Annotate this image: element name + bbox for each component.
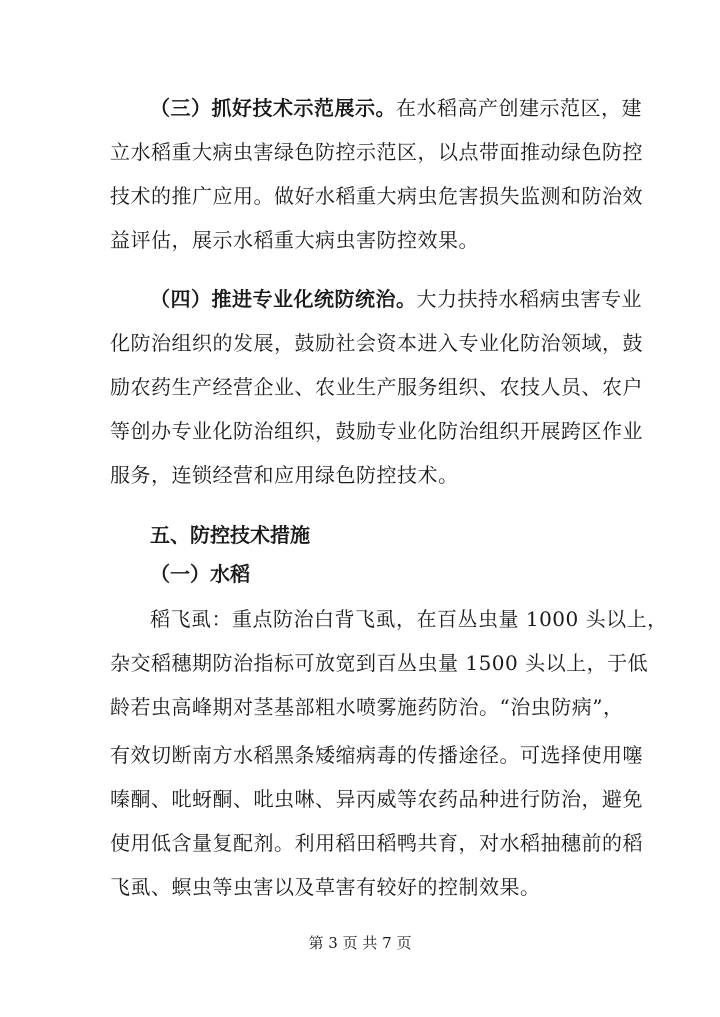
rice-paragraph-line-6: 使用低含量复配剂。利用稻田稻鸭共育，对水稻抽穗前的稻 xyxy=(110,831,643,855)
rice-paragraph-line-5: 嗪酮、吡蚜酮、吡虫啉、异丙威等农药品种进行防治，避免 xyxy=(110,787,643,811)
paragraph-3-heading: （三）抓好技术示范展示。 xyxy=(150,96,396,120)
paragraph-4-line-2: 化防治组织的发展，鼓励社会资本进入专业化防治领域，鼓 xyxy=(110,331,643,355)
rice-paragraph-line-7: 飞虱、螟虫等虫害以及草害有较好的控制效果。 xyxy=(110,875,541,899)
rice-paragraph-line-4: 有效切断南方水稻黑条矮缩病毒的传播途径。可选择使用噻 xyxy=(110,743,643,767)
paragraph-3-text: 在水稻高产创建示范区，建 xyxy=(396,96,642,120)
page-number-footer: 第 3 页 共 7 页 xyxy=(308,934,412,952)
rice-paragraph-line-3: 龄若虫高峰期对茎基部粗水喷雾施药防治。“治虫防病”， xyxy=(110,695,624,719)
paragraph-3-line-3: 技术的推广应用。做好水稻重大病虫危害损失监测和防治效 xyxy=(110,184,643,208)
paragraph-4-line-5: 服务，连锁经营和应用绿色防控技术。 xyxy=(110,463,459,487)
paragraph-4-line-1 xyxy=(150,277,642,321)
section-5-heading: 五、防控技术措施 xyxy=(150,523,310,547)
subsection-rice-heading: （一）水稻 xyxy=(150,562,250,586)
rice-paragraph-line-1: 稻飞虱：重点防治白背飞虱，在百丛虫量 1000 头以上， xyxy=(150,607,668,631)
paragraph-4-text: 大力扶持水稻病虫害专业 xyxy=(416,287,642,311)
paragraph-4-line-3: 励农药生产经营企业、农业生产服务组织、农技人员、农户 xyxy=(110,375,643,399)
paragraph-4-line-4: 等创办专业化防治组织，鼓励专业化防治组织开展跨区作业 xyxy=(110,419,643,443)
paragraph-4-heading: （四）推进专业化统防统治。 xyxy=(150,287,417,311)
paragraph-3-line-4: 益评估，展示水稻重大病虫害防控效果。 xyxy=(110,228,479,252)
rice-paragraph-line-2: 杂交稻穗期防治指标可放宽到百丛虫量 1500 头以上，于低 xyxy=(110,651,649,675)
paragraph-3-line-1 xyxy=(150,86,642,130)
paragraph-3-line-2: 立水稻重大病虫害绿色防控示范区，以点带面推动绿色防控 xyxy=(110,140,643,164)
